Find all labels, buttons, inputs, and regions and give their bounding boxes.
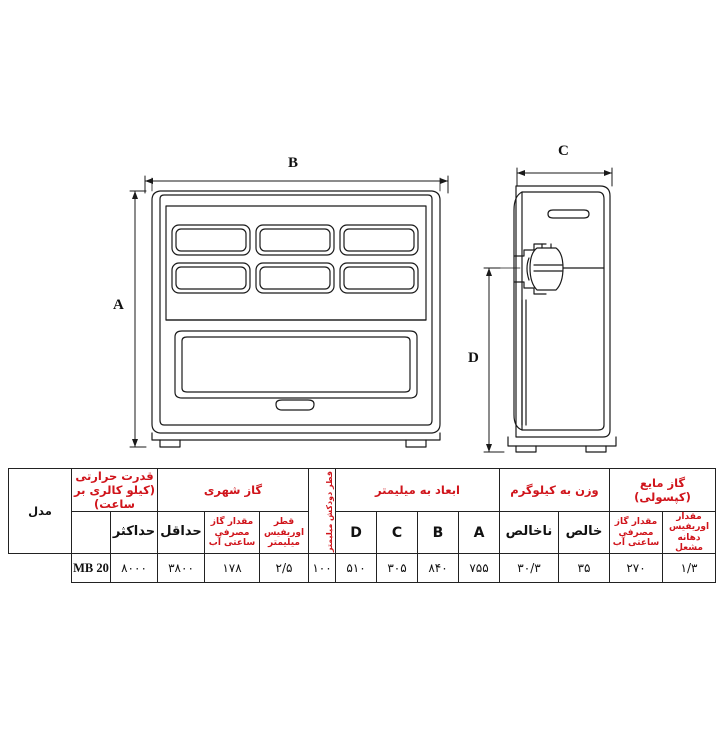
value-dim-c: ۳۰۵ xyxy=(377,554,418,583)
header-dimensions: ابعاد به میلیمتر xyxy=(336,469,500,512)
header-thermal-power xyxy=(72,469,158,512)
specification-table xyxy=(8,468,716,583)
subheader-net-weight: خالص xyxy=(559,512,610,554)
subheader-max: حداکثر xyxy=(111,512,158,554)
subheader-dim-c: C xyxy=(377,512,418,554)
subheader-dim-b: B xyxy=(418,512,459,554)
value-dim-d: ۵۱۰ xyxy=(336,554,377,583)
subheader-dim-a: A xyxy=(459,512,500,554)
header-weight: وزن به کیلوگرم xyxy=(500,469,610,512)
front-body-outline xyxy=(152,191,440,433)
table-header-sub-row xyxy=(9,512,716,554)
dimension-label-c: C xyxy=(558,143,569,159)
header-model: مدل xyxy=(9,469,72,554)
header-flue-diameter xyxy=(309,469,336,554)
header-thermal-power-unit: (کیلو کالری بر ساعت) xyxy=(73,483,156,511)
table-row xyxy=(9,554,716,583)
value-gas-consumption: ۱۷۸ xyxy=(205,554,260,583)
value-flue-diameter: ۱۰۰ xyxy=(309,554,336,583)
header-lpg: گاز مایع (کپسولی) xyxy=(610,469,716,512)
value-dim-b: ۸۴۰ xyxy=(418,554,459,583)
value-dim-a: ۷۵۵ xyxy=(459,554,500,583)
value-model: MB 20 xyxy=(72,554,111,583)
header-flue-diameter-text: قطر دودکش میلیمتر xyxy=(325,470,335,552)
header-city-gas: گاز شهری xyxy=(158,469,309,512)
subheader-lpg-orifice: مقدار گاز مصرفی ساعتی آب xyxy=(610,512,663,554)
value-thermal-max: ۸۰۰۰ xyxy=(111,554,158,583)
dimension-label-a: A xyxy=(113,297,124,313)
subheader-gross-weight: ناخالص xyxy=(500,512,559,554)
subheader-lpg-consumption: مقدار اوریفیس دهانه مشعل xyxy=(663,512,716,554)
value-gas-orifice: ۲/۵ xyxy=(260,554,309,583)
header-thermal-power-main: قدرت حرارتی xyxy=(75,469,154,483)
value-lpg-orifice: ۲۷۰ xyxy=(610,554,663,583)
value-thermal-min: ۳۸۰۰ xyxy=(158,554,205,583)
value-gross-weight: ۳۰/۳ xyxy=(500,554,559,583)
dimension-label-d: D xyxy=(468,350,479,366)
value-lpg-consumption: ۱/۳ xyxy=(663,554,716,583)
dimension-label-b: B xyxy=(288,155,299,171)
subheader-min: حداقل xyxy=(158,512,205,554)
table-header-top-row xyxy=(9,469,716,512)
value-net-weight: ۳۵ xyxy=(559,554,610,583)
subheader-dim-d: D xyxy=(336,512,377,554)
subheader-gas-orifice: قطر اوریفیس میلیمتر xyxy=(260,512,309,554)
subheader-gas-consumption: مقدار گاز مصرفی ساعتی آب xyxy=(205,512,260,554)
